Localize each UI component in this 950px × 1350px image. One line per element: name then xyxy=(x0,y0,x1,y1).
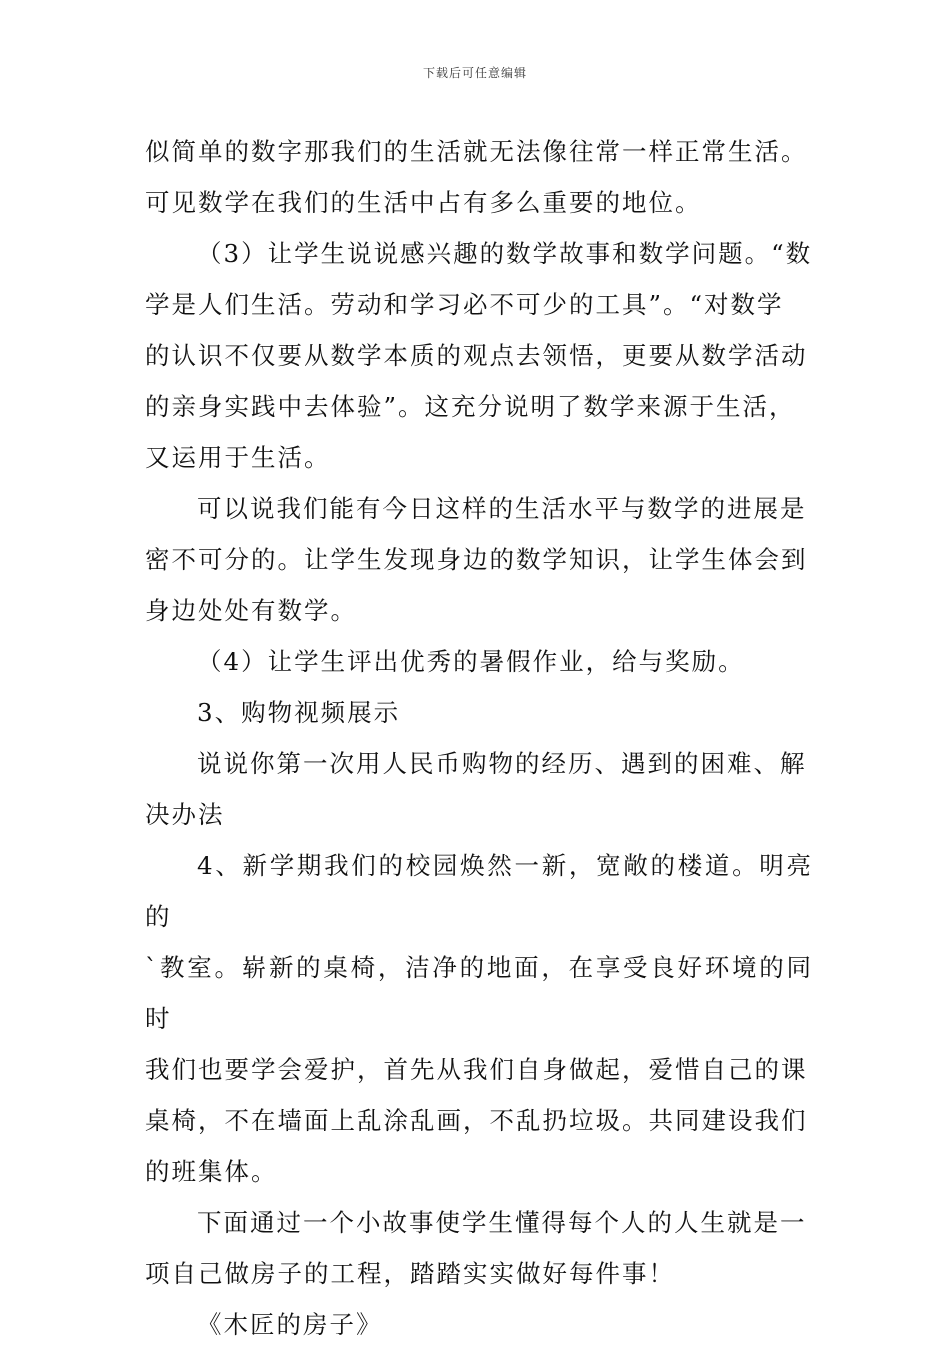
text-line: 的亲身实践中去体验”。这充分说明了数学来源于生活， xyxy=(145,392,796,421)
text-line: 的认识不仅要从数学本质的观点去领悟，更要从数学活动 xyxy=(145,341,808,370)
paragraph-4 xyxy=(145,636,813,687)
document-body xyxy=(145,126,813,1350)
text-line: 决办法 xyxy=(145,800,225,829)
paragraph-7 xyxy=(145,840,813,1197)
text-line: 可见数学在我们的生活中占有多么重要的地位。 xyxy=(145,188,702,217)
text-line: 下面通过一个小故事使学生懂得每个人的人生就是一 xyxy=(197,1208,807,1237)
text-line: 3、购物视频展示 xyxy=(197,698,401,727)
page-header: 下载后可任意编辑 xyxy=(422,66,527,80)
paragraph-1 xyxy=(145,126,813,228)
story-title xyxy=(145,1299,813,1350)
section-heading-3 xyxy=(145,687,813,738)
paragraph-3 xyxy=(145,483,813,636)
text-line: 说说你第一次用人民币购物的经历、遇到的困难、解 xyxy=(197,749,807,778)
text-line: 身边处处有数学。 xyxy=(145,596,357,625)
text-line: （4）让学生评出优秀的暑假作业，给与奖励。 xyxy=(197,647,745,676)
text-line: 我们也要学会爱护，首先从我们自身做起，爱惜自己的课 xyxy=(145,1055,808,1084)
text-line: 密不可分的。让学生发现身边的数学知识，让学生体会到 xyxy=(145,545,808,574)
text-line: 4、新学期我们的校园焕然一新，宽敞的楼道。明亮的 xyxy=(145,851,813,931)
text-line: 的班集体。 xyxy=(145,1157,278,1186)
text-line: 似简单的数字那我们的生活就无法像往常一样正常生活。 xyxy=(145,137,808,166)
paragraph-2 xyxy=(145,228,813,483)
paragraph-6 xyxy=(145,738,813,840)
text-line: `教室。崭新的桌椅，洁净的地面，在享受良好环境的同时 xyxy=(145,953,813,1033)
text-line: 学是人们生活。劳动和学习必不可少的工具”。“对数学 xyxy=(145,290,784,319)
text-line: （3）让学生说说感兴趣的数学故事和数学问题。“数 xyxy=(197,239,813,268)
text-line: 项自己做房子的工程，踏踏实实做好每件事！ xyxy=(145,1259,675,1288)
paragraph-8 xyxy=(145,1197,813,1299)
text-line: 可以说我们能有今日这样的生活水平与数学的进展是 xyxy=(197,494,807,523)
text-line: 桌椅，不在墙面上乱涂乱画，不乱扔垃圾。共同建设我们 xyxy=(145,1106,808,1135)
text-line: 《木匠的房子》 xyxy=(197,1310,383,1339)
text-line: 又运用于生活。 xyxy=(145,443,331,472)
